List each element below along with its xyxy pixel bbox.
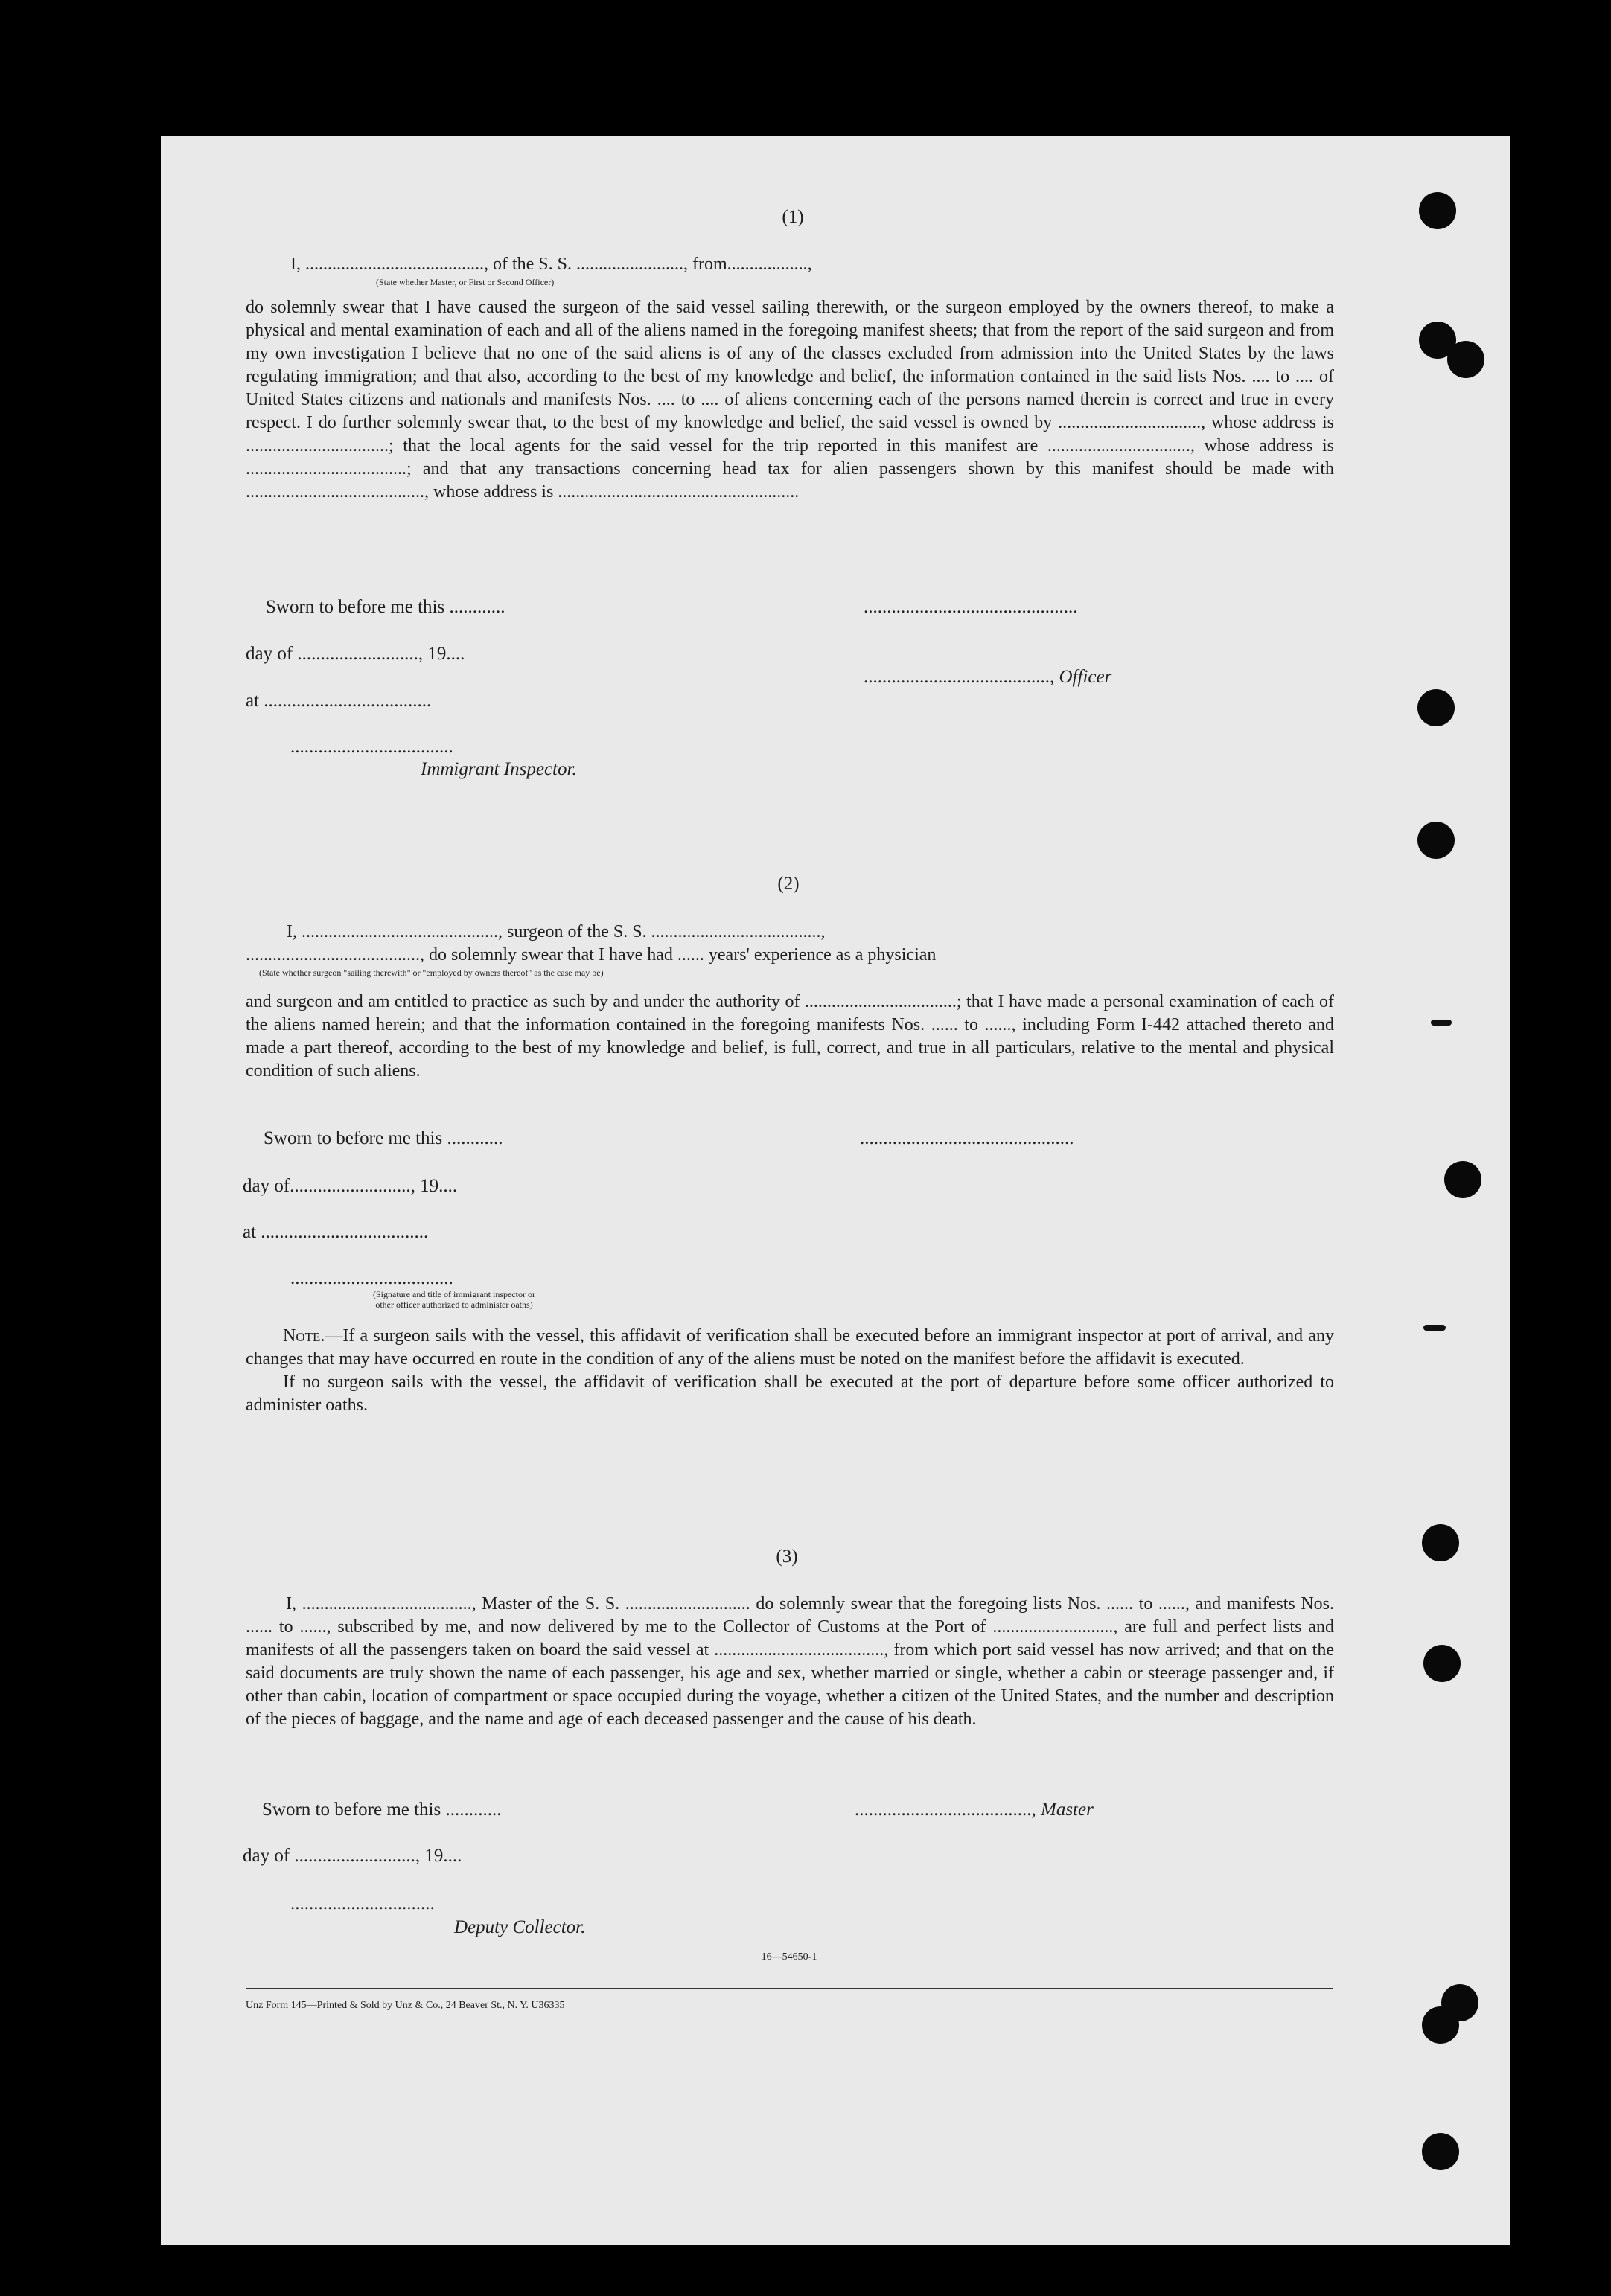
note-text: —If a surgeon sails with the vessel, this affidavit of verification shall be executed before an immigrant inspector at port of arrival, and any changes that may have occurred en route in the condition of any of the aliens must be noted on the manifest before the affidavit is executed. xyxy=(246,1326,1334,1369)
section-1-officer-line xyxy=(864,667,1111,688)
binder-hole xyxy=(1422,2006,1459,2044)
section-1-sworn: Sworn to before me this ............ xyxy=(266,597,505,617)
binder-mark xyxy=(1423,1325,1446,1331)
section-2-at: at .................................... xyxy=(243,1222,429,1242)
section-2-sig-caption xyxy=(294,1289,614,1310)
officer-dots: ........................................, xyxy=(864,667,1055,687)
master-dots: ......................................, xyxy=(855,1800,1036,1820)
section-2-first-line: I, ............................................, surgeon of the S. S. ......................................, xyxy=(287,922,826,941)
section-3-number: (3) xyxy=(776,1547,798,1567)
section-3-day-of: day of .........................., 19.... xyxy=(243,1846,462,1866)
sig-caption-line-2: other officer authorized to administer oaths) xyxy=(375,1299,533,1310)
section-1-oath-text: do solemnly swear that I have caused the surgeon of the said vessel sailing therewith, or the surgeon employed by the owners thereof, to make a physical and mental examination of each and all of the aliens named in the foregoing manifest sheets; that from the report of the said surgeon and from my own investigation I believe that no one of the said aliens is of any of the classes excluded from admission into the United States by the laws regulating immigration; and that also, according to the best of my knowledge and belief, the information contained in the said lists Nos. .... to .... of United States citizens and nationals and manifests Nos. .... to .... of aliens concerning each of the persons named therein is correct and true in every respect. I do further solemnly swear that, to the best of my knowledge and belief, the said vessel is owned by ................................, whose address is ................................; that the local agents for the said vessel for the trip reported in this manifest are ................................, whose address is ....................................; and that any transactions concerning head tax for alien passengers shown by this manifest should be made with ........................................, whose address is ...................................................... xyxy=(246,298,1334,502)
printer-line: Unz Form 145—Printed & Sold by Unz & Co., 24 Beaver St., N. Y. U36335 xyxy=(246,2000,565,2011)
binder-hole xyxy=(1444,1161,1481,1198)
section-2-sworn: Sworn to before me this ............ xyxy=(264,1128,503,1148)
section-1-at: at .................................... xyxy=(246,691,432,711)
section-1-signature-line: .............................................. xyxy=(864,597,1078,617)
section-2-sig-dots: ................................... xyxy=(290,1268,453,1288)
form-number: 16—54650-1 xyxy=(761,1951,817,1963)
binder-hole xyxy=(1422,2133,1459,2170)
binder-hole xyxy=(1419,192,1456,229)
section-1-caption: (State whether Master, or First or Second Officer) xyxy=(376,277,555,287)
section-2-oath-text: and surgeon and am entitled to practice as such by and under the authority of ..................................; that I have made a personal examination of each of the aliens named herein; and that the information contained in the foregoing manifests Nos. ...... to ......, including Form I-442 attached thereto and made a part thereof, according to the best of my knowledge and belief, is full, correct, and true in all particulars, relative to the mental and physical condition of such aliens. xyxy=(246,992,1334,1081)
note-label: Note. xyxy=(283,1326,325,1346)
binder-hole xyxy=(1422,1524,1459,1561)
master-label: Master xyxy=(1041,1800,1094,1820)
note-second-paragraph: If no surgeon sails with the vessel, the affidavit of verification shall be executed at the port of departure before some officer authorized to administer oaths. xyxy=(246,1372,1334,1415)
section-2-number: (2) xyxy=(777,874,800,894)
binder-hole xyxy=(1417,689,1455,726)
section-1-inspector-label: Immigrant Inspector. xyxy=(421,759,577,779)
section-3-collector-label: Deputy Collector. xyxy=(454,1917,586,1937)
binder-mark xyxy=(1431,1020,1452,1026)
section-3-sworn: Sworn to before me this ............ xyxy=(262,1800,502,1820)
binder-hole xyxy=(1423,1645,1461,1682)
section-2-caption: (State whether surgeon "sailing therewith" or "employed by owners thereof" as the case may be) xyxy=(259,968,604,978)
section-2-day-of: day of.........................., 19.... xyxy=(243,1176,458,1196)
section-1-number: (1) xyxy=(782,207,804,227)
binder-hole xyxy=(1417,822,1455,859)
section-1-day-of: day of .........................., 19.... xyxy=(246,644,465,664)
binder-hole xyxy=(1447,341,1484,378)
section-2-second-line: ......................................., do solemnly swear that I have had ...... years' experience as a physician xyxy=(246,945,937,965)
section-3-collector-line: ............................... xyxy=(290,1893,435,1913)
section-3-oath-text: I, ......................................, Master of the S. S. ............................ do solemnly swear that the foregoing lists Nos. ...... to ......, and manifests Nos. ...... to ......, subscribed by me, and now delivered by me to the Collector of Customs at the Port of ..........................., are full and perfect lists and manifests of all the passengers taken on board the said vessel at ......................................, from which port said vessel has now arrived; and that on the said documents are truly shown the name of each passenger, his age and sex, whether married or single, whether a cabin or steerage passenger and, if other than cabin, location of compartment or space occupied during the voyage, whether a citizen of the United States, and the number and description of the pieces of baggage, and the name and age of each deceased passenger and the cause of his death. xyxy=(246,1594,1334,1729)
officer-label: Officer xyxy=(1059,667,1112,687)
footer-rule xyxy=(246,1988,1333,1989)
section-2-signature-line: .............................................. xyxy=(860,1128,1074,1148)
sig-caption-line-1: (Signature and title of immigrant inspector or xyxy=(373,1289,535,1299)
section-2-note xyxy=(246,1325,1334,1417)
section-1-inspector-line: ................................... xyxy=(290,737,453,757)
section-3-master-line xyxy=(855,1800,1094,1820)
section-1-first-line: I, ........................................, of the S. S. ........................, from.................., xyxy=(290,255,812,274)
